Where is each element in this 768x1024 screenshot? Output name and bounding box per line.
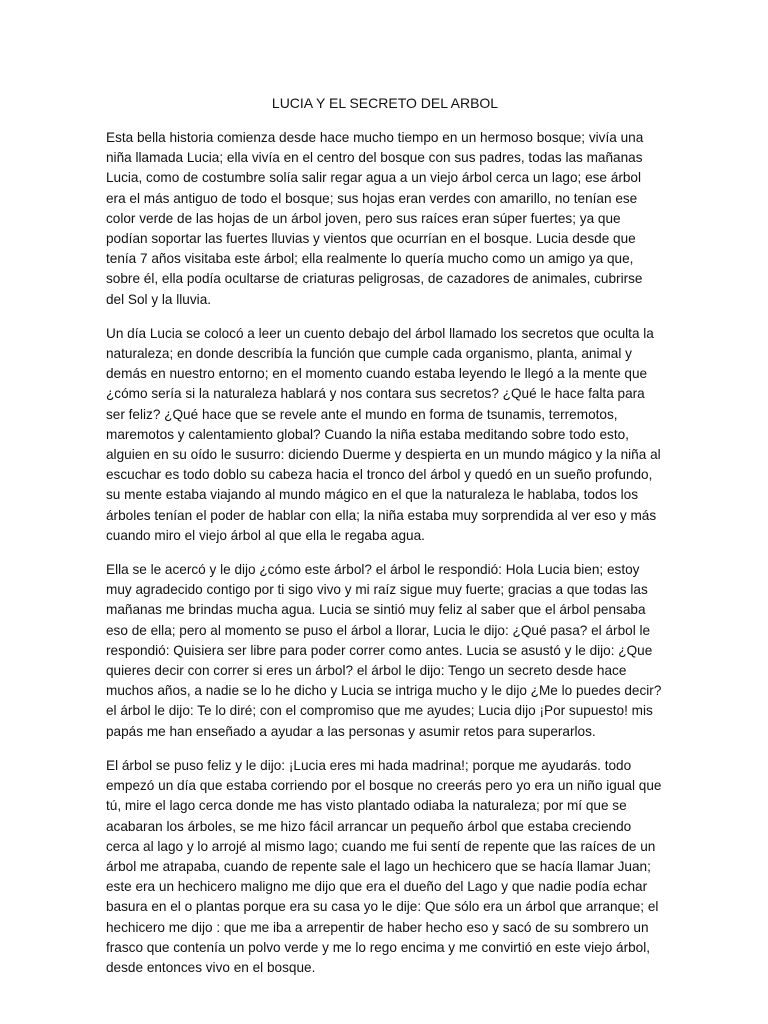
paragraph-3: Ella se le acercó y le dijo ¿cómo este árbol? el árbol le respondió: Hola Lucia bien; estoy muy agradecido contigo por ti sigo vivo y mi raíz sigue muy fuerte; gracias a que todas las mañanas me brindas mucha agua. Lucia se sintió muy feliz al saber que el árbol pensaba eso de ella; pero al momento se puso el árbol a llorar, Lucia le dijo: ¿Qué pasa? el árbol le respondió: Quisiera ser libre para poder correr como antes. Lucia se asustó y le dijo: ¿Que quieres decir con correr si eres un árbol? el árbol le dijo: Tengo un secreto desde hace muchos años, a nadie se lo he dicho y Lucia se intriga mucho y le dijo ¿Me lo puedes decir? el árbol le dijo: Te lo diré; con el compromiso que me ayudes; Lucia dijo ¡Por supuesto! mis papás me han enseñado a ayudar a las personas y asumir retos para superarlos. — [106, 562, 662, 739]
paragraph-4: El árbol se puso feliz y le dijo: ¡Lucia eres mi hada madrina!; porque me ayudarás. todo empezó un día que estaba corriendo por el bosque no creerás pero yo era un niño igual que tú, mire el lago cerca donde me has visto plantado odiaba la naturaleza; por mí que se acabaran los árboles, se me hizo fácil arrancar un pequeño árbol que estaba creciendo cerca al lago y lo arrojé al mismo lago; cuando me fui sentí de repente que las raíces de un árbol me atrapaba, cuando de repente sale el lago un hechicero que se hacía llamar Juan; este era un hechicero maligno me dijo que era el dueño del Lago y que nadie podía echar basura en el o plantas porque era su casa yo le dije: Que sólo era un árbol que arranque; el hechicero me dijo : que me iba a arrepentir de haber hecho eso y sacó de su sombrero un frasco que contenía un polvo verde y me lo rego encima y me convirtió en este viejo árbol, desde entonces vivo en el bosque. — [106, 757, 662, 975]
document-title: LUCIA Y EL SECRETO DEL ARBOL — [271, 95, 499, 111]
paragraph-2: Un día Lucia se colocó a leer un cuento debajo del árbol llamado los secretos que oculta la naturaleza; en donde describía la función que cumple cada organismo, planta, animal y demás en nuestro entorno; en el momento cuando estaba leyendo le llegó a la mente que ¿cómo sería si la naturaleza hablará y nos contara sus secretos? ¿Qué le hace falta para ser feliz? ¿Qué hace que se revele ante el mundo en forma de tsunamis, terremotos, maremotos y calentamiento global? Cuando la niña estaba meditando sobre todo esto, alguien en su oído le susurro: diciendo Duerme y despierta en un mundo mágico y la niña al escuchar es todo doblo su cabeza hacia el tronco del árbol y quedó en un sueño profundo, su mente estaba viajando al mundo mágico en el que la naturaleza le hablaba, todos los árboles tenían el poder de hablar con ella; la niña estaba muy sorprendida al ver eso y más cuando miro el viejo árbol al que ella le regaba agua. — [106, 325, 661, 543]
paragraph-1: Esta bella historia comienza desde hace mucho tiempo en un hermoso bosque; vivía una niña llamada Lucia; ella vivía en el centro del bosque con sus padres, todas las mañanas Lucia, como de costumbre solía salir regar agua a un viejo árbol cerca un lago; ese árbol era el más antiguo de todo el bosque; sus hojas eran verdes con amarillo, no tenían ese color verde de las hojas de un árbol joven, pero sus raíces eran súper fuertes; ya que podían soportar las fuertes lluvias y vientos que ocurrían en el bosque. Lucia desde que tenía 7 años visitaba este árbol; ella realmente lo quería mucho como un amigo ya que, sobre él, ella podía ocultarse de criaturas peligrosas, de cazadores de animales, cubrirse del Sol y la lluvia. — [106, 130, 644, 307]
